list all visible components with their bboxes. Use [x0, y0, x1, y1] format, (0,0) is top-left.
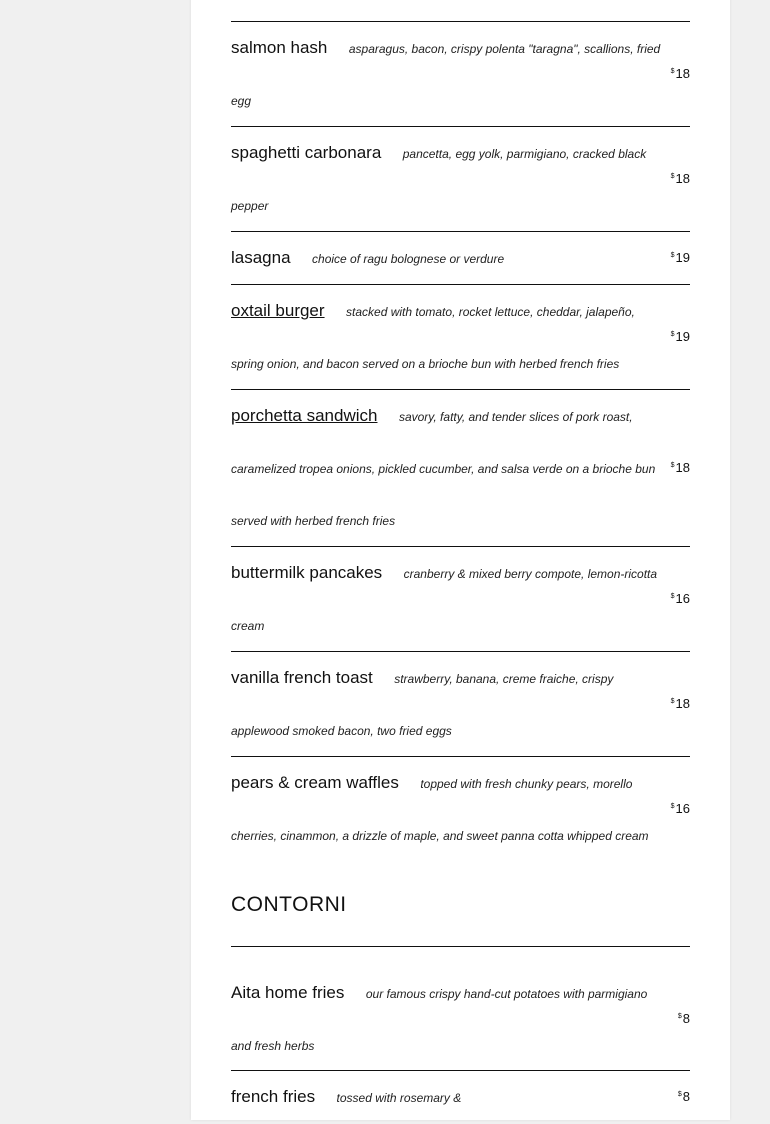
menu-item-price: $18: [670, 171, 690, 186]
menu-item-oxtail-burger: [231, 285, 690, 390]
menu-item-desc: stacked with tomato, rocket lettuce, cheddar, jalapeño, spring onion, and bacon served on a brioche bun with herbed french fries: [231, 305, 635, 371]
menu-item-spaghetti-carbonara: [231, 127, 690, 232]
porchetta-sandwich-link[interactable]: porchetta sandwich: [231, 406, 378, 425]
menu-item-price: $18: [670, 66, 690, 81]
menu-item-pears-cream-waffles: [231, 757, 690, 861]
menu-item-desc: savory, fatty, and tender slices of pork roast, caramelized tropea onions, pickled cucumber, and salsa verde on a brioche bun served with herbed french fries: [231, 410, 656, 528]
menu-item-name: Aita home fries: [231, 983, 345, 1002]
menu-item-salmon-hash: [231, 22, 690, 127]
menu-item-partial: [231, 0, 690, 22]
menu-item-desc: tossed with rosemary &: [336, 1091, 462, 1105]
menu-item-name: spaghetti carbonara: [231, 143, 382, 162]
menu-item-name: pears & cream waffles: [231, 773, 399, 792]
oxtail-burger-link[interactable]: oxtail burger: [231, 301, 325, 320]
menu-item-lasagna: [231, 232, 690, 285]
section-title-contorni: CONTORNI: [231, 893, 347, 916]
menu-item-aita-home-fries: [231, 967, 690, 1071]
menu-item-desc: strawberry, banana, creme fraiche, crispy applewood smoked bacon, two fried eggs: [231, 672, 614, 738]
menu-item-french-fries: [231, 1071, 690, 1123]
menu-item-vanilla-french-toast: [231, 652, 690, 757]
menu-item-desc: our famous crispy hand-cut potatoes with parmigiano and fresh herbs: [231, 987, 648, 1053]
menu-item-name: buttermilk pancakes: [231, 563, 383, 582]
menu-item-name: vanilla french toast: [231, 668, 373, 687]
menu-card: [191, 0, 730, 1120]
menu-item-desc: topped with fresh chunky pears, morello cherries, cinammon, a drizzle of maple, and sweet panna cotta whipped cream: [231, 777, 649, 843]
menu-item-price: $16: [670, 591, 690, 606]
menu-item-price: $19: [670, 250, 690, 265]
menu-item-price: $8: [677, 1011, 690, 1026]
menu-item-name: french fries: [231, 1087, 316, 1106]
menu-item-price: $16: [670, 801, 690, 816]
menu-item-buttermilk-pancakes: [231, 547, 690, 652]
menu-item-price: $19: [670, 329, 690, 344]
menu-item-desc: asparagus, bacon, crispy polenta "taragna", scallions, fried egg: [231, 42, 661, 108]
menu-item-porchetta-sandwich: [231, 390, 690, 547]
menu-item-name: salmon hash: [231, 38, 328, 57]
menu-item-price: $8: [677, 1089, 690, 1104]
menu-item-desc: pancetta, egg yolk, parmigiano, cracked black pepper: [231, 147, 647, 213]
menu-item-desc: choice of ragu bolognese or verdure: [312, 252, 505, 266]
menu-item-price: $18: [670, 460, 690, 475]
menu-item-desc: cranberry & mixed berry compote, lemon-ricotta cream: [231, 567, 658, 633]
menu-item-price: $18: [670, 696, 690, 711]
menu-item-name: lasagna: [231, 248, 291, 267]
section-divider: [231, 946, 690, 947]
